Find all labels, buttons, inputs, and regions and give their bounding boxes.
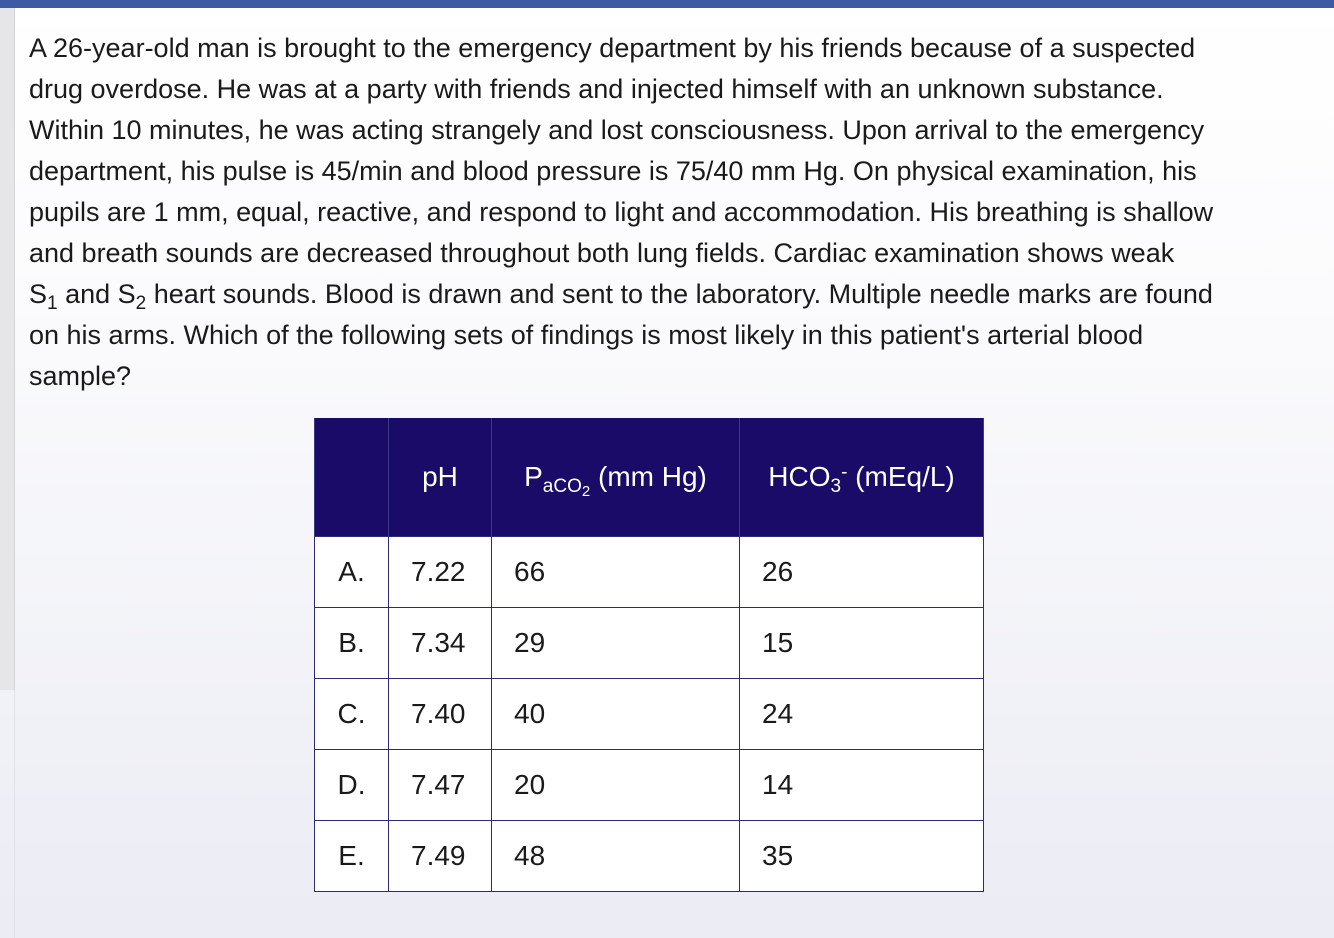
hco3-value: 26 <box>740 537 984 608</box>
choice-letter: E. <box>315 821 389 892</box>
paco2-value: 40 <box>492 679 740 750</box>
header-hco3-sub: 3 <box>830 476 842 497</box>
heart-sound-s1-subscript: 1 <box>47 293 58 314</box>
choice-letter: C. <box>315 679 389 750</box>
left-scroll-edge <box>0 8 15 690</box>
header-paco2-sub-a: a <box>542 476 554 497</box>
table-row[interactable] <box>315 679 984 750</box>
heart-sound-s2-letter: S <box>117 279 136 309</box>
paco2-value: 29 <box>492 608 740 679</box>
header-paco2-sub-co: CO <box>553 476 582 497</box>
header-paco2-sub <box>542 476 591 500</box>
question-text-part2: heart sounds. Blood is drawn and sent to the laboratory. Multiple needle marks are found on his arms. Which of the following sets of findings is most likely in this patient's arterial blood sample? <box>29 279 1213 391</box>
header-hco3 <box>740 418 984 537</box>
ph-value: 7.40 <box>389 679 492 750</box>
header-paco2-p: P <box>524 461 543 492</box>
question-stem <box>29 28 1229 397</box>
table-row[interactable] <box>315 537 984 608</box>
ph-value: 7.22 <box>389 537 492 608</box>
heart-sound-s2-subscript: 2 <box>135 293 147 314</box>
ph-value: 7.49 <box>389 821 492 892</box>
table-row[interactable] <box>315 608 984 679</box>
left-edge-divider <box>0 690 15 938</box>
header-paco2-unit: (mm Hg) <box>590 461 707 492</box>
table-header-row <box>315 418 984 537</box>
header-ph-label: pH <box>422 461 458 492</box>
hco3-value: 24 <box>740 679 984 750</box>
hco3-value: 14 <box>740 750 984 821</box>
ph-value: 7.47 <box>389 750 492 821</box>
table-row[interactable] <box>315 750 984 821</box>
heart-sound-s1-letter: S <box>29 279 48 309</box>
choice-letter: D. <box>315 750 389 821</box>
header-hco3-unit: (mEq/L) <box>847 461 955 492</box>
ph-value: 7.34 <box>389 608 492 679</box>
header-letter <box>315 418 389 537</box>
choice-letter: B. <box>315 608 389 679</box>
question-text-part1: A 26-year-old man is brought to the emergency department by his friends because of a suspected drug overdose. He was at a party with friends and injected himself with an unknown substance. Within 10 minutes, he was acting strangely and lost consciousness. Upon arrival to the emergency department, his pulse is 45/min and blood pressure is 75/40 mm Hg. On physical examination, his pupils are 1 mm, equal, reactive, and respond to light and accommodation. His breathing is shallow and breath sounds are decreased throughout both lung fields. Cardiac examination shows weak <box>29 33 1214 268</box>
header-ph <box>389 418 492 537</box>
paco2-value: 48 <box>492 821 740 892</box>
paco2-value: 20 <box>492 750 740 821</box>
header-paco2 <box>492 418 740 537</box>
header-hco3-sup: - <box>841 462 848 483</box>
hco3-value: 35 <box>740 821 984 892</box>
header-hco3-main: HCO <box>768 461 831 492</box>
table-row[interactable] <box>315 821 984 892</box>
top-accent-bar <box>0 0 1334 8</box>
header-paco2-sub-2: 2 <box>581 483 591 500</box>
answer-choices-table <box>314 418 984 892</box>
heart-sound-and: and <box>57 279 118 309</box>
choice-letter: A. <box>315 537 389 608</box>
heart-sound-s1-s2 <box>29 279 147 314</box>
hco3-value: 15 <box>740 608 984 679</box>
paco2-value: 66 <box>492 537 740 608</box>
